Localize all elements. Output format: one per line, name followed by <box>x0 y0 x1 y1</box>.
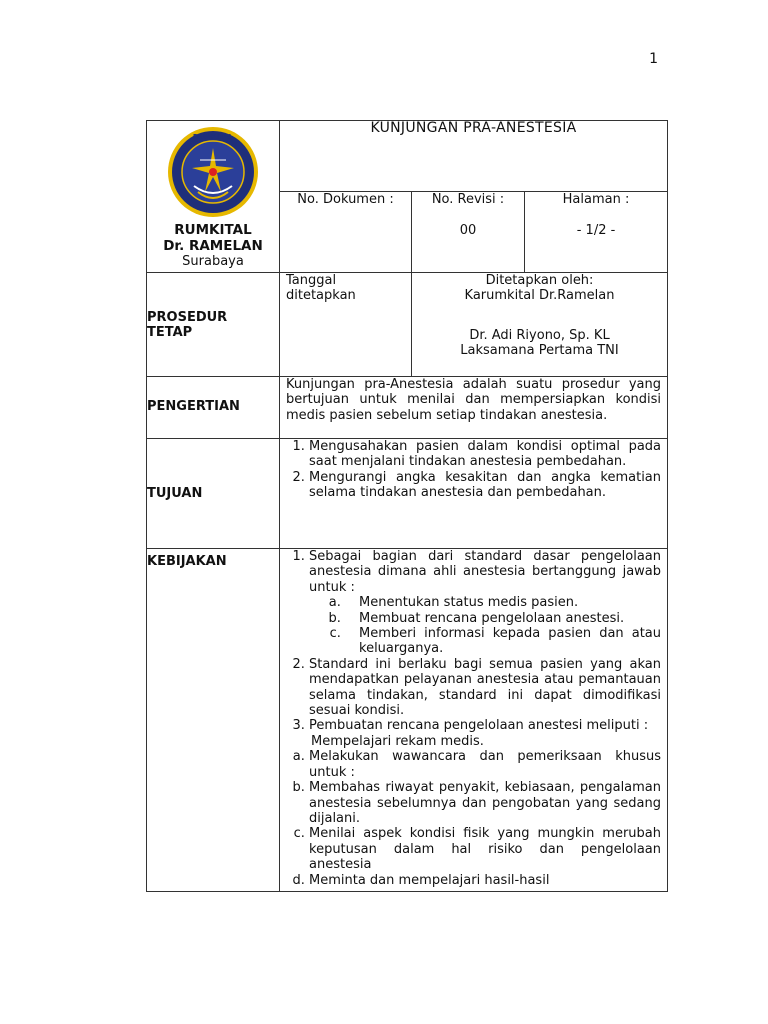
list-item: 1. Mengusahakan pasien dalam kondisi optimal pada saat menjalani tindakan anestesia pembedahan. <box>309 439 661 470</box>
org-city: Surabaya <box>182 254 244 270</box>
org-name-line1: RUMKITAL <box>174 222 252 239</box>
list-item: a. Menentukan status medis pasien. <box>345 595 661 610</box>
ditetapkan-line2: Karumkital Dr.Ramelan <box>464 288 615 304</box>
tujuan-cell <box>280 439 668 549</box>
ditetapkan-cell <box>412 273 668 377</box>
org-name-line2: Dr. RAMELAN <box>163 238 263 255</box>
list-item: c. Menilai aspek kondisi fisik yang mungkin merubah keputusan dalam hal risiko dan pengelolaan anestesia <box>309 826 661 872</box>
list-item: b. Membuat rencana pengelolaan anestesi. <box>345 611 661 626</box>
kebijakan-list <box>286 549 661 749</box>
tujuan-label: TUJUAN <box>147 439 280 549</box>
halaman-value: - 1/2 - <box>576 223 616 239</box>
pengertian-label: PENGERTIAN <box>147 377 280 439</box>
tujuan-list <box>286 439 661 501</box>
list-item <box>309 549 661 657</box>
prosedur-label-cell <box>147 273 280 377</box>
list-item: b. Membahas riwayat penyakit, kebiasaan, pengalaman anestesia sebelumnya dan pengobatan yang sedang dijalani. <box>309 780 661 826</box>
logo-text: RUMKITAL <box>192 133 234 141</box>
tanggal-line1: Tanggal <box>286 273 337 288</box>
list-item: d. Meminta dan mempelajari hasil-hasil <box>309 873 661 888</box>
revisi-value: 00 <box>459 223 477 239</box>
rumkital-logo <box>164 126 262 218</box>
dokumen-label: No. Dokumen : <box>297 192 394 207</box>
pengertian-text: Kunjungan pra-Anestesia adalah suatu prosedur yang bertujuan untuk menilai dan mempersiapkan kondisi medis pasien sebelum setiap tindakan anestesia. <box>280 377 668 439</box>
revisi-label: No. Revisi : <box>431 192 505 207</box>
list-item: c. Memberi informasi kepada pasien dan atau keluarganya. <box>345 626 661 657</box>
document-title: KUNJUNGAN PRA-ANESTESIA <box>280 121 668 192</box>
kebijakan-item3-plain: Mempelajari rekam medis. <box>311 733 484 749</box>
dokumen-cell <box>280 192 412 273</box>
signer-name: Dr. Adi Riyono, Sp. KL <box>469 327 610 343</box>
kebijakan-item1: Sebagai bagian dari standard dasar pengelolaan anestesia dimana ahli anestesia bertanggung jawab untuk : <box>309 549 662 595</box>
prosedur-label-line1: PROSEDUR <box>147 310 228 325</box>
list-item: 2. Standard ini berlaku bagi semua pasien yang akan mendapatkan pelayanan anestesia atau pemantauan selama tindakan, standard ini dapat dimodifikasi sesuai kondisi. <box>309 657 661 719</box>
ditetapkan-line1: Ditetapkan oleh: <box>485 273 594 288</box>
halaman-label: Halaman : <box>562 192 630 207</box>
kebijakan-item1-sublist <box>309 595 661 657</box>
kebijakan-item3: Pembuatan rencana pengelolaan anestesi meliputi : <box>309 718 649 734</box>
kebijakan-label: KEBIJAKAN <box>147 549 280 892</box>
tanggal-cell <box>280 273 412 377</box>
list-item: a. Melakukan wawancara dan pemeriksaan khusus untuk : <box>309 749 661 780</box>
signer-rank: Laksamana Pertama TNI <box>460 343 619 359</box>
prosedur-label-line2: TETAP <box>147 325 193 341</box>
tanggal-line2: ditetapkan <box>286 288 356 304</box>
halaman-cell <box>525 192 668 273</box>
kebijakan-cell <box>280 549 668 892</box>
kebijakan-item3-sublist <box>286 749 661 888</box>
list-item: 2. Mengurangi angka kesakitan dan angka kematian selama tindakan anestesia dan pembedahan. <box>309 470 661 501</box>
revisi-cell <box>412 192 525 273</box>
list-item <box>309 718 661 749</box>
sop-table <box>146 120 668 892</box>
org-cell <box>147 121 280 273</box>
page-number: 1 <box>649 51 658 67</box>
